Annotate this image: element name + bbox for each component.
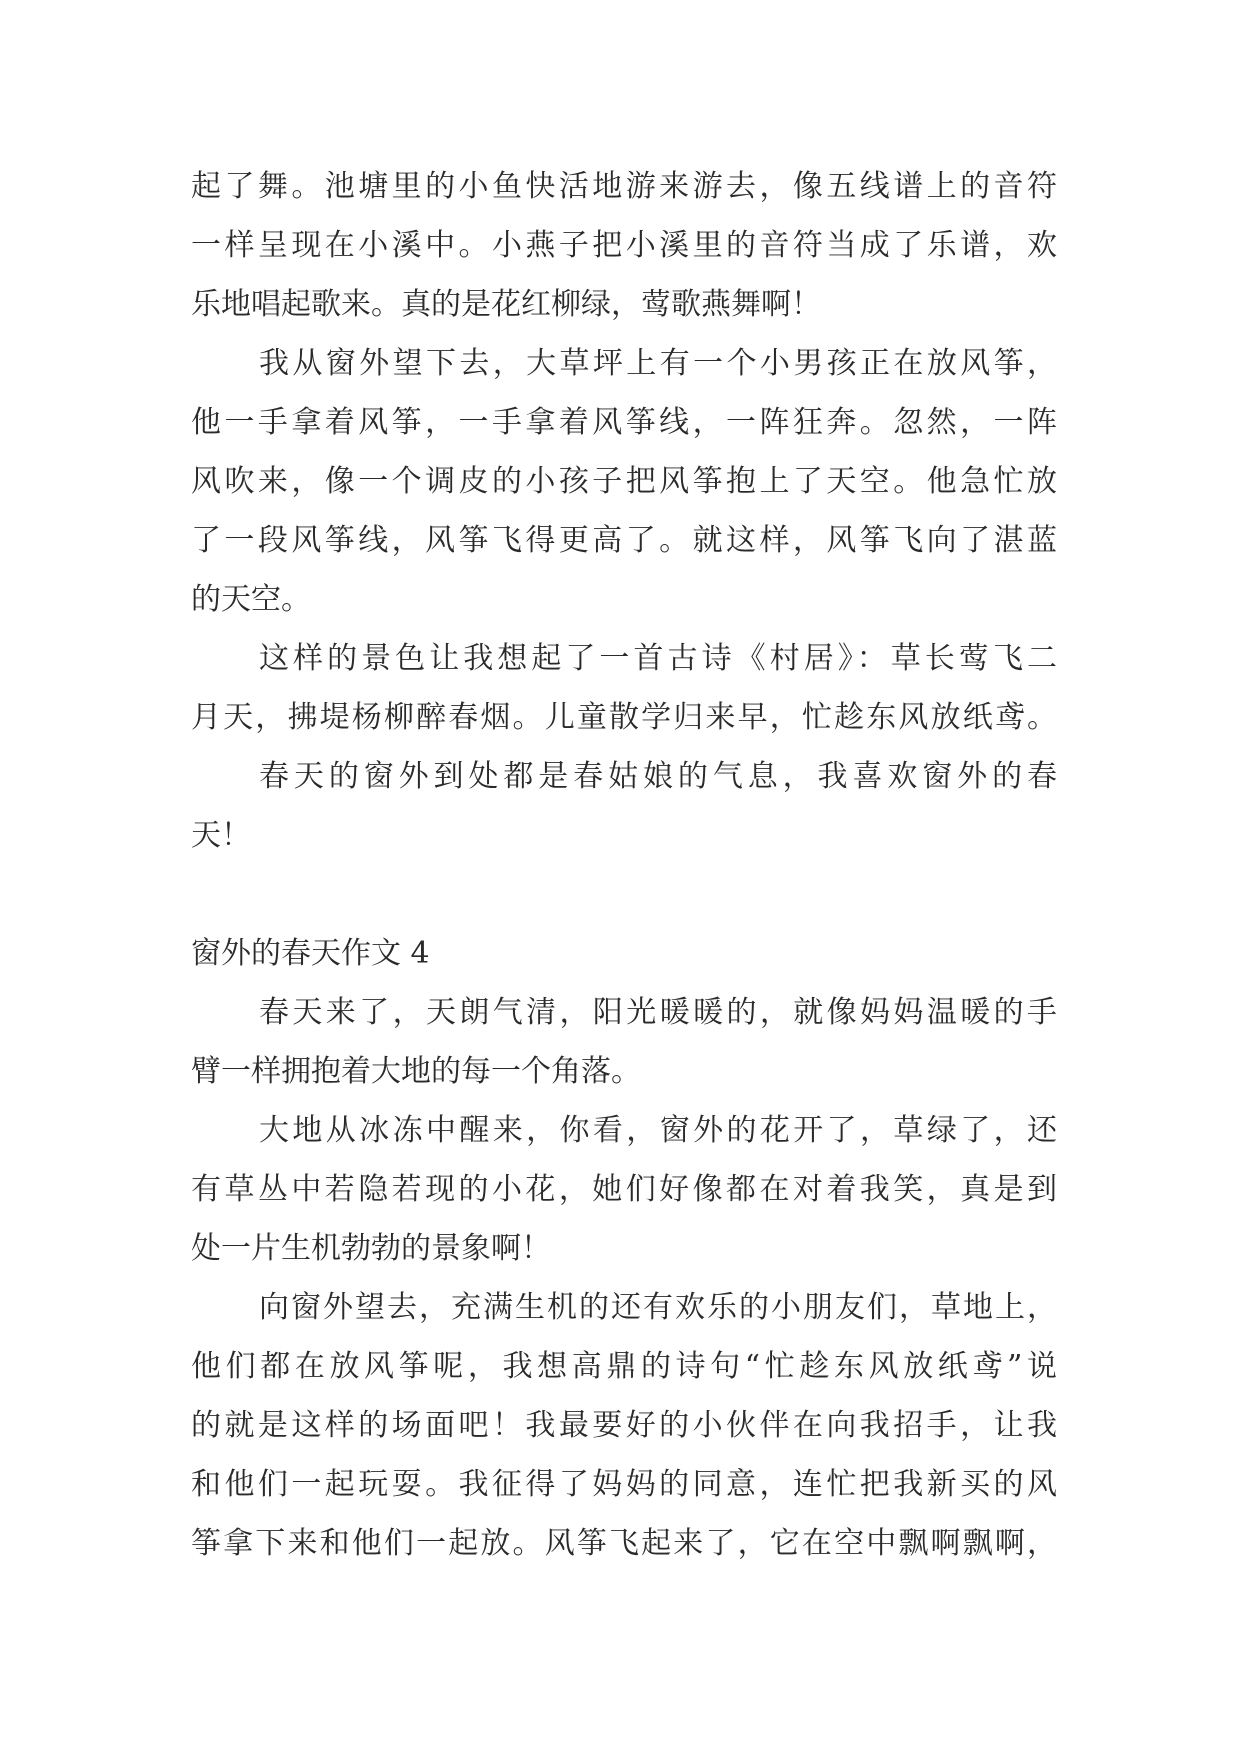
text-line: 他们都在放风筝呢，我想高鼎的诗句“忙趁东风放纸鸢”说 [191, 1349, 1057, 1384]
text-line: 和他们一起玩耍。我征得了妈妈的同意，连忙把我新买的风 [191, 1467, 1057, 1502]
text-line: 筝拿下来和他们一起放。风筝飞起来了，它在空中飘啊飘啊， [191, 1526, 1057, 1561]
text-line: 春天来了，天朗气清，阳光暖暖的，就像妈妈温暖的手 [259, 995, 1057, 1030]
text-line: 乐地唱起歌来。真的是花红柳绿，莺歌燕舞啊！ [191, 287, 821, 322]
text-line: 我从窗外望下去，大草坪上有一个小男孩正在放风筝， [259, 346, 1057, 381]
section-title: 窗外的春天作文 4 [191, 936, 430, 971]
text-line: 月天，拂堤杨柳醉春烟。儿童散学归来早，忙趁东风放纸鸢。 [191, 700, 1057, 735]
text-line: 春天的窗外到处都是春姑娘的气息，我喜欢窗外的春 [259, 759, 1057, 794]
text-line: 的天空。 [191, 582, 311, 617]
paragraph [191, 157, 1057, 334]
text-line: 他一手拿着风筝，一手拿着风筝线，一阵狂奔。忽然，一阵 [191, 405, 1057, 440]
text-line: 处一片生机勃勃的景象啊！ [191, 1231, 551, 1266]
page-content [191, 157, 1057, 1573]
text-line: 了一段风筝线，风筝飞得更高了。就这样，风筝飞向了湛蓝 [191, 523, 1057, 558]
text-line: 风吹来，像一个调皮的小孩子把风筝抱上了天空。他急忙放 [191, 464, 1057, 499]
text-line: 天！ [191, 818, 251, 853]
paragraph [191, 334, 1057, 629]
paragraph [191, 629, 1057, 747]
paragraph [191, 747, 1057, 865]
text-line: 大地从冰冻中醒来，你看，窗外的花开了，草绿了，还 [259, 1113, 1057, 1148]
text-line: 向窗外望去，充满生机的还有欢乐的小朋友们，草地上， [259, 1290, 1057, 1325]
text-line: 起了舞。池塘里的小鱼快活地游来游去，像五线谱上的音符 [191, 169, 1057, 204]
text-line: 这样的景色让我想起了一首古诗《村居》：草长莺飞二 [259, 641, 1057, 676]
paragraph [191, 1278, 1057, 1573]
text-line: 臂一样拥抱着大地的每一个角落。 [191, 1054, 641, 1089]
text-line: 有草丛中若隐若现的小花，她们好像都在对着我笑，真是到 [191, 1172, 1057, 1207]
text-line: 的就是这样的场面吧！我最要好的小伙伴在向我招手，让我 [191, 1408, 1057, 1443]
paragraph [191, 1101, 1057, 1278]
text-line: 一样呈现在小溪中。小燕子把小溪里的音符当成了乐谱，欢 [191, 228, 1057, 263]
paragraph [191, 983, 1057, 1101]
